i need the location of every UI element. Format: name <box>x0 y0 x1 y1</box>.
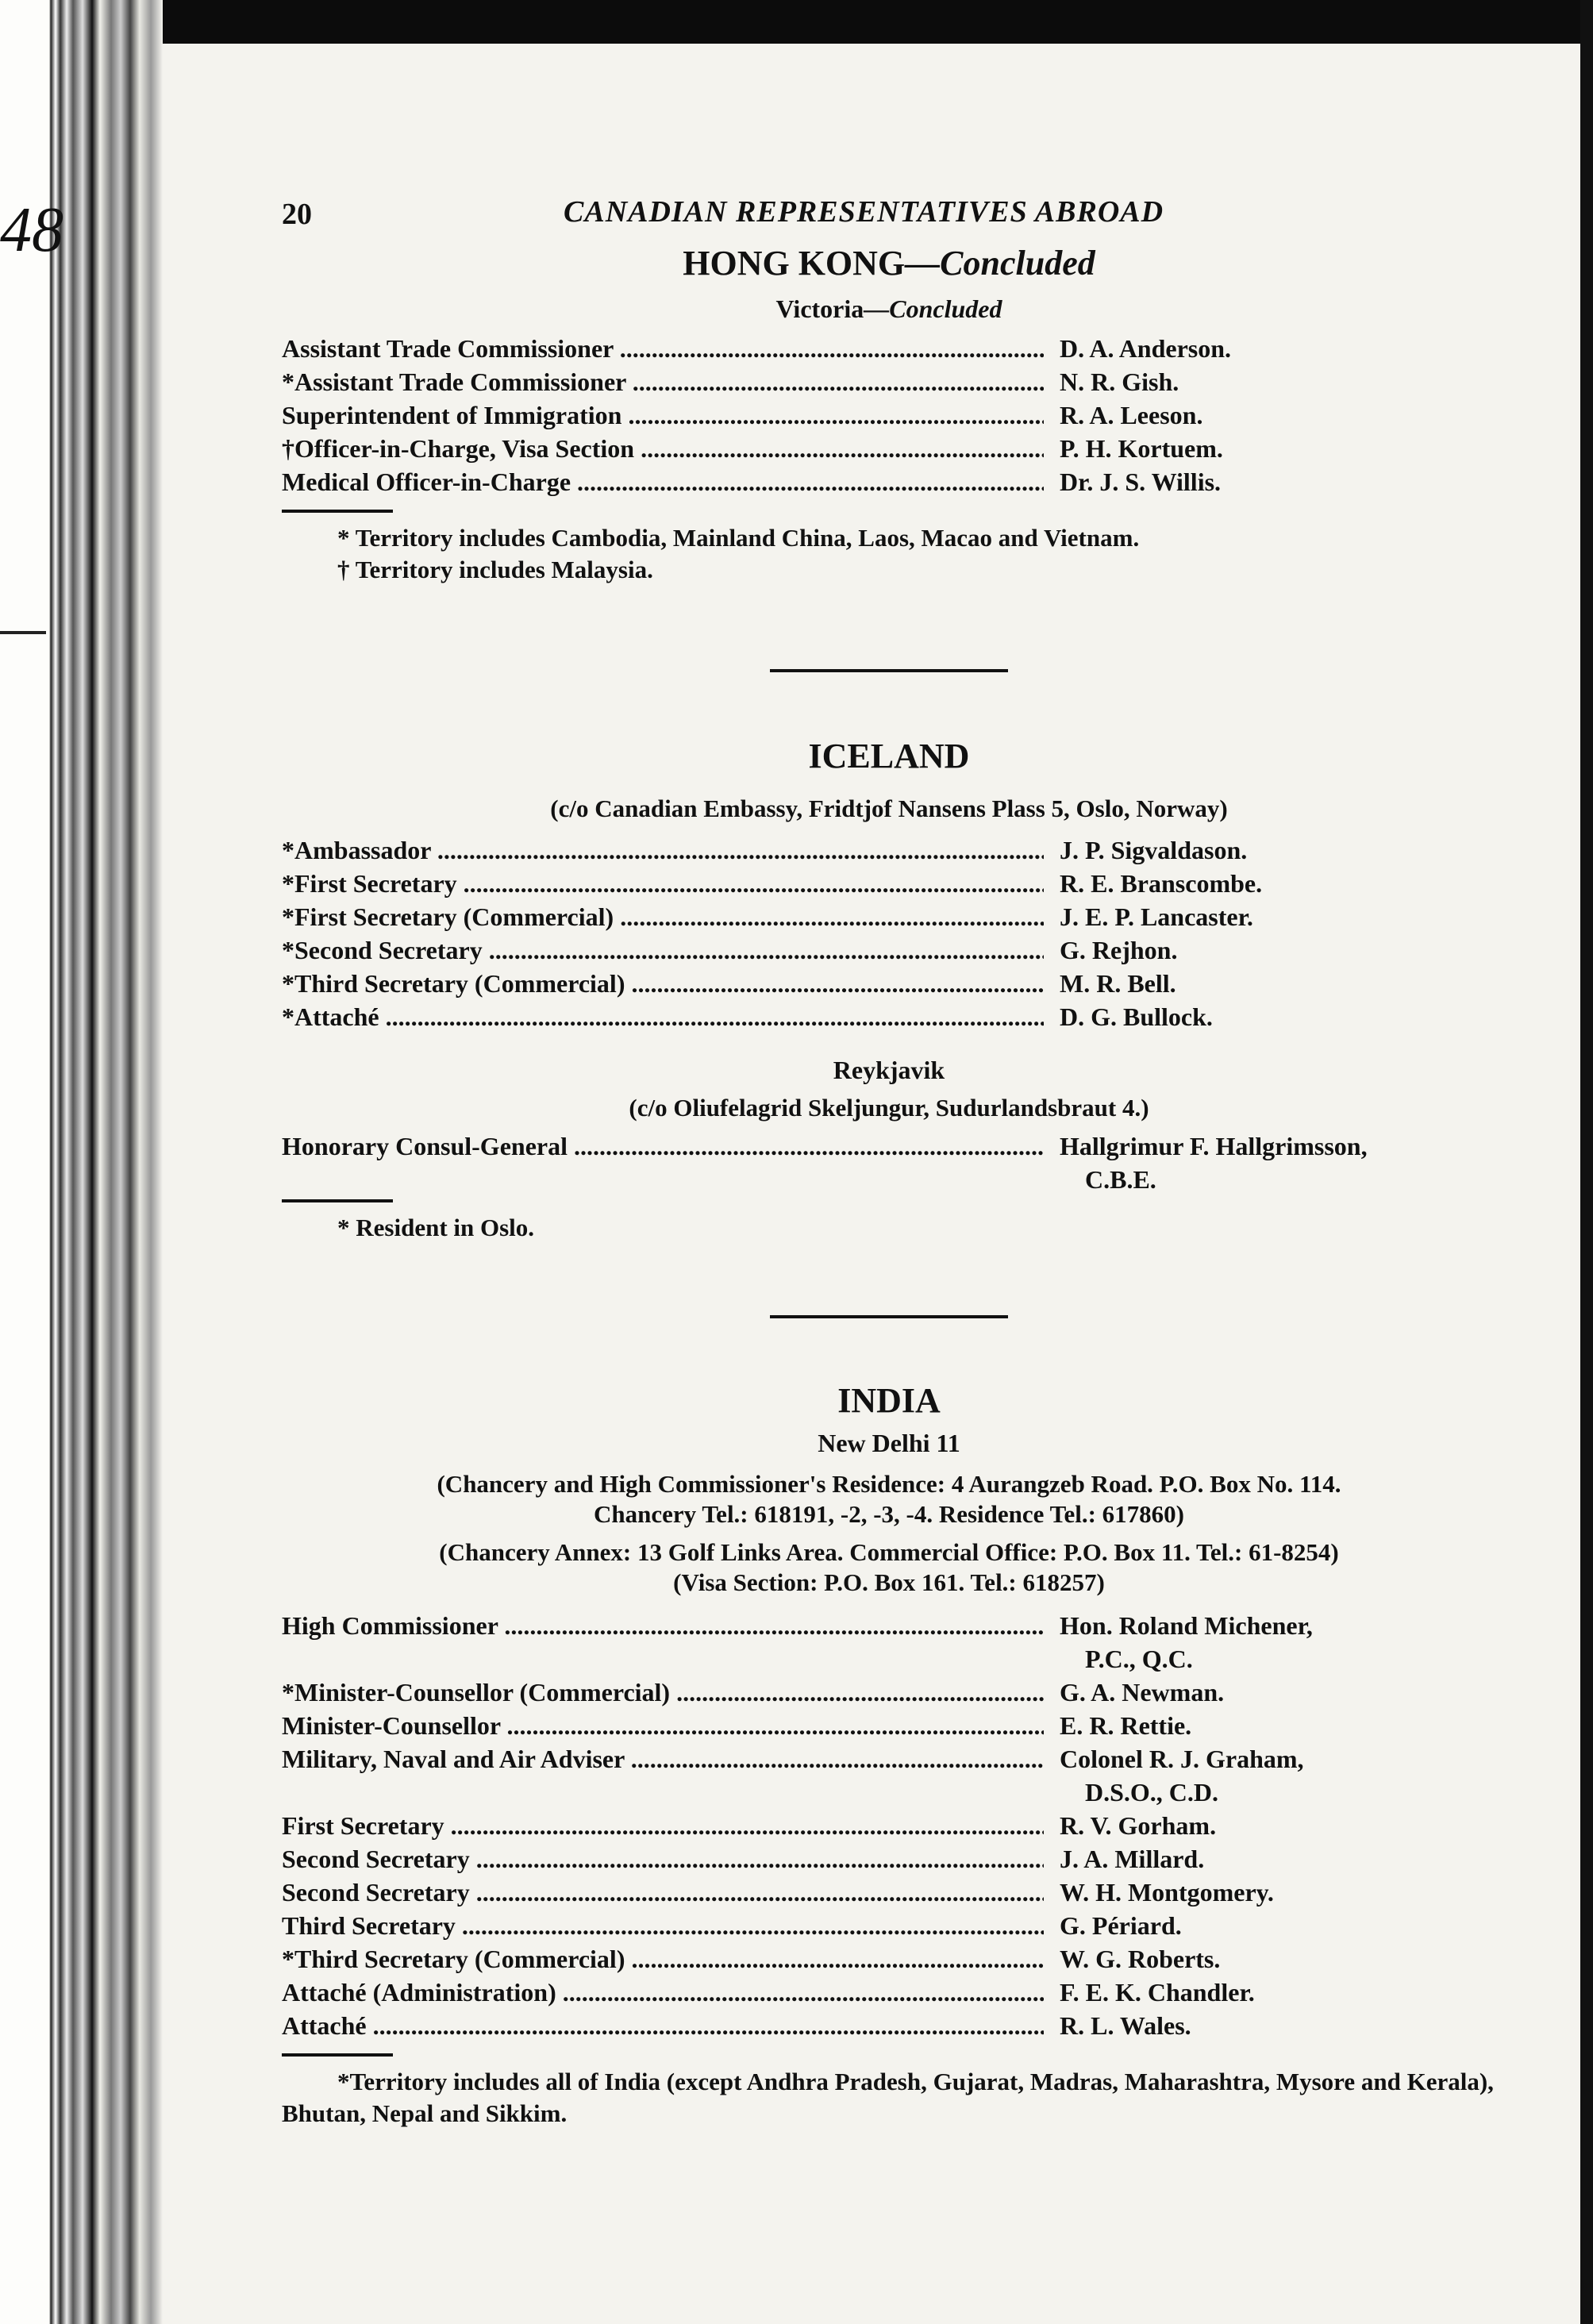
staff-name: D. A. Anderson. <box>1060 334 1232 363</box>
staff-name: W. G. Roberts. <box>1060 1945 1221 1973</box>
staff-list <box>282 332 1496 498</box>
staff-row <box>282 1129 1496 1196</box>
staff-row <box>282 465 1496 498</box>
staff-title: High Commissioner ..... <box>282 1609 1044 1676</box>
staff-name: R. E. Branscombe. <box>1060 869 1263 898</box>
staff-row <box>282 1842 1496 1876</box>
staff-row <box>282 2009 1496 2042</box>
footnote: * Resident in Oslo. <box>337 1214 535 1241</box>
staff-title: Assistant Trade Commissioner ..... <box>282 332 1044 365</box>
staff-title: Medical Officer-in-Charge ..... <box>282 465 1044 498</box>
staff-name: W. H. Montgomery. <box>1060 1878 1274 1907</box>
staff-row <box>282 398 1496 432</box>
staff-name-continued: D.S.O., C.D. <box>1085 1778 1219 1806</box>
staff-name <box>1044 1129 1496 1196</box>
staff-title: *Third Secretary (Commercial) ..... <box>282 1942 1044 1976</box>
section-separator <box>770 669 1008 672</box>
staff-list <box>282 1609 1496 2042</box>
footnote: * Territory includes Cambodia, Mainland China, Laos, Macao and Vietnam. <box>337 524 1140 552</box>
staff-name <box>1044 1742 1496 1809</box>
scan-top-border <box>0 0 1593 44</box>
staff-title: Attaché (Administration) ..... <box>282 1976 1044 2009</box>
footnote: *Territory includes all of India (except Andhra Pradesh, Gujarat, Madras, Maharashtra, Mysore and Kerala), Bhutan, Nepal and Sikkim. <box>282 2068 1494 2127</box>
section-iceland <box>282 736 1496 1244</box>
staff-name: R. A. Leeson. <box>1060 401 1203 429</box>
staff-name: J. E. P. Lancaster. <box>1060 902 1253 931</box>
staff-row <box>282 1876 1496 1909</box>
staff-name-line: Colonel R. J. Graham, <box>1060 1745 1304 1773</box>
address-line: Chancery Tel.: 618191, -2, -3, -4. Residence Tel.: 617860) <box>594 1500 1184 1528</box>
staff-title: Second Secretary ..... <box>282 1842 1044 1876</box>
staff-row <box>282 967 1496 1000</box>
footnote-rule <box>282 2053 393 2057</box>
staff-row <box>282 365 1496 398</box>
staff-name-continued: P.C., Q.C. <box>1085 1645 1193 1673</box>
staff-title: †Officer-in-Charge, Visa Section ..... <box>282 432 1044 465</box>
staff-title: *Ambassador ..... <box>282 833 1044 867</box>
book-binding <box>0 0 163 2324</box>
staff-row <box>282 867 1496 900</box>
staff-name: F. E. K. Chandler. <box>1060 1978 1255 2007</box>
staff-row <box>282 1709 1496 1742</box>
staff-name: E. R. Rettie. <box>1060 1711 1192 1740</box>
staff-row <box>282 1976 1496 2009</box>
embassy-address: (c/o Canadian Embassy, Fridtjof Nansens Plass 5, Oslo, Norway) <box>550 795 1228 822</box>
staff-name-continued: C.B.E. <box>1085 1165 1156 1194</box>
staff-row <box>282 1809 1496 1842</box>
footnote: † Territory includes Malaysia. <box>337 556 653 583</box>
staff-title: Attaché ..... <box>282 2009 1044 2042</box>
city-heading: New Delhi 11 <box>818 1429 960 1457</box>
staff-title: First Secretary ..... <box>282 1809 1044 1842</box>
staff-name: R. V. Gorham. <box>1060 1811 1217 1840</box>
staff-name: N. R. Gish. <box>1060 367 1179 396</box>
staff-row <box>282 1609 1496 1676</box>
footnote-rule <box>282 510 393 513</box>
staff-row <box>282 833 1496 867</box>
address-line: (Visa Section: P.O. Box 161. Tel.: 618257) <box>673 1568 1105 1596</box>
staff-name: Dr. J. S. Willis. <box>1060 467 1222 496</box>
staff-row <box>282 1000 1496 1033</box>
staff-name: P. H. Kortuem. <box>1060 434 1223 463</box>
staff-title: *Attaché ..... <box>282 1000 1044 1033</box>
section-india <box>282 1380 1496 2130</box>
address-line: (Chancery and High Commissioner's Residence: 4 Aurangzeb Road. P.O. Box No. 114. <box>437 1470 1341 1498</box>
consulate-address: (c/o Oliufelagrid Skeljungur, Sudurlandsbraut 4.) <box>629 1094 1149 1122</box>
staff-title: *Second Secretary ..... <box>282 933 1044 967</box>
staff-row <box>282 1909 1496 1942</box>
staff-title: *Minister-Counsellor (Commercial) ..... <box>282 1676 1044 1709</box>
staff-title: Military, Naval and Air Adviser ..... <box>282 1742 1044 1809</box>
staff-name-line: Hon. Roland Michener, <box>1060 1611 1313 1640</box>
staff-row <box>282 332 1496 365</box>
section-title: INDIA <box>837 1381 941 1420</box>
page-number: 20 <box>282 198 312 231</box>
address-line: (Chancery Annex: 13 Golf Links Area. Commercial Office: P.O. Box 11. Tel.: 61-8254) <box>439 1538 1339 1566</box>
staff-title: Second Secretary ..... <box>282 1876 1044 1909</box>
margin-tick <box>0 631 46 634</box>
staff-row <box>282 1742 1496 1809</box>
staff-name: J. P. Sigvaldason. <box>1060 836 1248 864</box>
staff-title: *First Secretary (Commercial) ..... <box>282 900 1044 933</box>
staff-name: G. Rejhon. <box>1060 936 1178 964</box>
staff-name: G. Périard. <box>1060 1911 1182 1940</box>
city-name: Victoria <box>775 294 864 323</box>
staff-row <box>282 900 1496 933</box>
staff-name: G. A. Newman. <box>1060 1678 1225 1706</box>
staff-name: D. G. Bullock. <box>1060 1002 1213 1031</box>
city-heading <box>282 294 1496 324</box>
staff-title: Minister-Counsellor ..... <box>282 1709 1044 1742</box>
staff-title: Third Secretary ..... <box>282 1909 1044 1942</box>
footnote-rule <box>282 1199 393 1202</box>
staff-title: Superintendent of Immigration ..... <box>282 398 1044 432</box>
staff-name: R. L. Wales. <box>1060 2011 1191 2040</box>
page-content <box>282 183 1496 2130</box>
section-title: ICELAND <box>808 737 970 775</box>
staff-title: *Third Secretary (Commercial) ..... <box>282 967 1044 1000</box>
staff-row <box>282 1676 1496 1709</box>
margin-handwritten-mark: 48 <box>0 195 63 265</box>
staff-row <box>282 933 1496 967</box>
staff-name <box>1044 1609 1496 1676</box>
staff-title: *Assistant Trade Commissioner ..... <box>282 365 1044 398</box>
staff-title: *First Secretary ..... <box>282 867 1044 900</box>
staff-list <box>282 833 1496 1033</box>
section-title <box>282 243 1496 283</box>
section-hong-kong <box>282 243 1496 586</box>
section-title-text: HONG KONG <box>683 244 906 283</box>
staff-name: M. R. Bell. <box>1060 969 1176 998</box>
staff-row <box>282 1942 1496 1976</box>
running-title: CANADIAN REPRESENTATIVES ABROAD <box>564 195 1164 229</box>
scan-right-border <box>1580 0 1593 2324</box>
section-separator <box>770 1315 1008 1318</box>
city-heading: Reykjavik <box>833 1056 945 1084</box>
staff-title: Honorary Consul-General ..... <box>282 1129 1044 1196</box>
staff-name-line: Hallgrimur F. Hallgrimsson, <box>1060 1132 1368 1160</box>
staff-row <box>282 432 1496 465</box>
staff-list <box>282 1129 1496 1196</box>
staff-name: J. A. Millard. <box>1060 1845 1205 1873</box>
city-suffix: —Concluded <box>864 294 1002 323</box>
running-head <box>282 183 1496 238</box>
section-title-suffix: —Concluded <box>905 244 1095 283</box>
